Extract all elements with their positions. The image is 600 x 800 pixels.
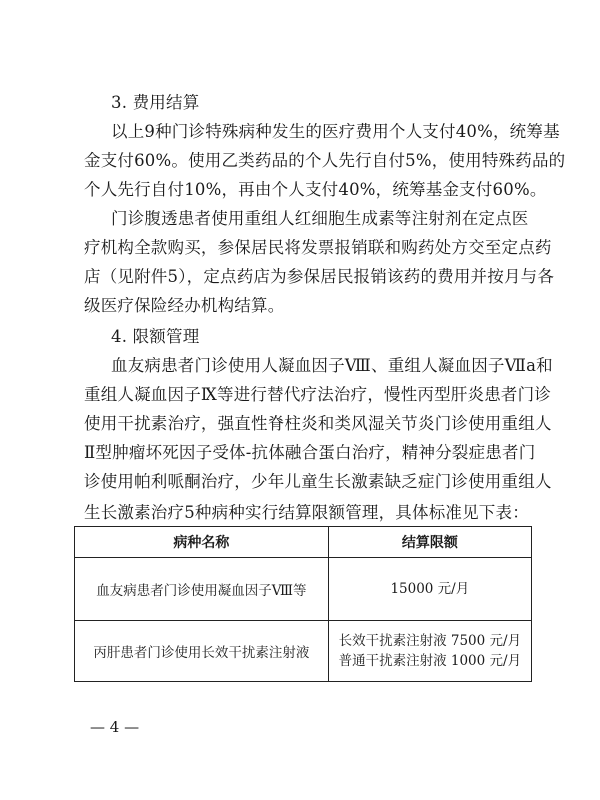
- table-row: [75, 558, 532, 621]
- section-4-heading: 4. 限额管理: [111, 327, 200, 346]
- quota-table: [74, 526, 532, 682]
- section-3-para-2-line: 店（见附件5），定点药店为参保居民报销该药的费用并按月与各: [84, 267, 555, 286]
- page-number: — 4 —: [90, 718, 140, 736]
- section-4-para-line: Ⅱ型肿瘤坏死因子受体-抗体融合蛋白治疗，精神分裂症患者门: [84, 443, 536, 462]
- limit-text: 长效干扰素注射液 7500 元/月: [338, 633, 522, 649]
- table-cell-limit: [328, 621, 531, 682]
- section-3-para-1-line: 个人先行自付10%，再由个人支付40%，统筹基金支付60%。: [84, 180, 547, 199]
- table-cell-disease: 血友病患者门诊使用凝血因子Ⅷ等: [75, 558, 329, 621]
- table-row: [75, 621, 532, 682]
- section-3-para-2-line: 疗机构全款购买，参保居民将发票报销联和购药处方交至定点药: [84, 238, 552, 257]
- section-3-heading: 3. 费用结算: [111, 93, 200, 112]
- table-header-row: [75, 527, 532, 558]
- table-header-disease: 病种名称: [75, 527, 329, 558]
- limit-text: 15000 元/月: [390, 581, 470, 597]
- table-cell-limit: [328, 558, 531, 621]
- section-3-para-1-line: 金支付60%。使用乙类药品的个人先行自付5%，使用特殊药品的: [84, 151, 566, 170]
- section-3-para-2-line: 门诊腹透患者使用重组人红细胞生成素等注射剂在定点医: [111, 209, 529, 228]
- section-3-para-2-line: 级医疗保险经办机构结算。: [84, 296, 285, 315]
- table-cell-disease: 丙肝患者门诊使用长效干扰素注射液: [75, 621, 329, 682]
- table-header-limit: 结算限额: [328, 527, 531, 558]
- section-3-para-1-line: 以上9种门诊特殊病种发生的医疗费用个人支付40%，统筹基: [111, 122, 560, 141]
- limit-text: 普通干扰素注射液 1000 元/月: [338, 653, 522, 669]
- section-4-para-line: 血友病患者门诊使用人凝血因子Ⅷ、重组人凝血因子Ⅶa和: [111, 356, 553, 375]
- section-4-para-line: 诊使用帕利哌酮治疗，少年儿童生长激素缺乏症门诊使用重组人: [84, 472, 552, 491]
- section-4-para-line: 使用干扰素治疗，强直性脊柱炎和类风湿关节炎门诊使用重组人: [84, 414, 552, 433]
- section-4-para-line: 重组人凝血因子Ⅸ等进行替代疗法治疗，慢性丙型肝炎患者门诊: [84, 385, 552, 404]
- section-4-para-line: 生长激素治疗5种病种实行结算限额管理，具体标准见下表：: [84, 503, 529, 522]
